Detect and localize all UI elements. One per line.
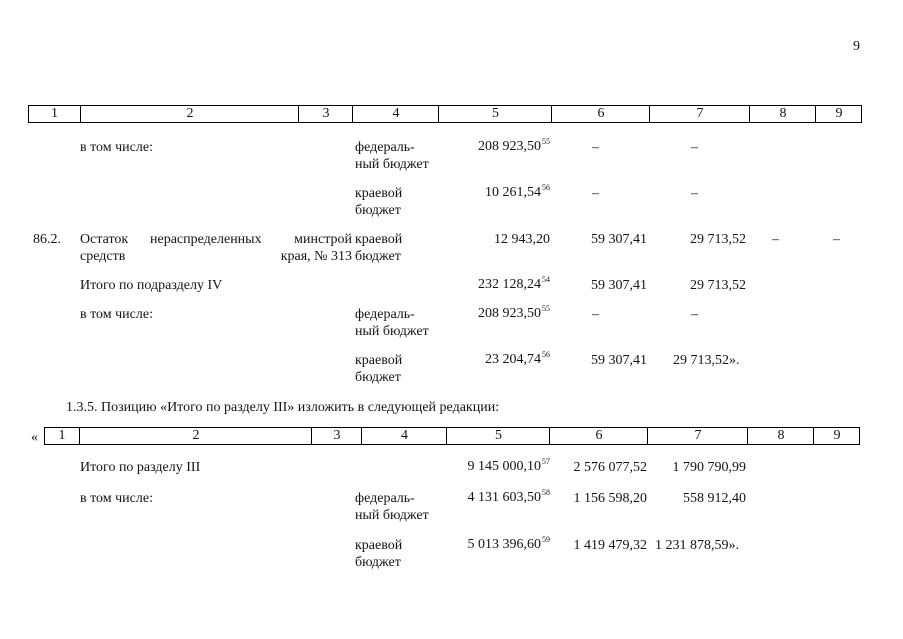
table2-col-1: 1 (58, 428, 66, 443)
value-col5: 208 923,50$^{55}$ (478, 304, 550, 321)
value-col7: – (691, 186, 698, 201)
value-col5: 12 943,20 (494, 232, 550, 247)
row-label: в том числе: (80, 307, 153, 322)
value-col6: – (592, 186, 599, 201)
row-label: Итого по подразделу IV (80, 278, 223, 293)
footnote-ref: 57 (542, 457, 550, 466)
value-col5: 4 131 603,50$^{58}$ (467, 488, 550, 505)
table2-header (44, 427, 860, 445)
row-label: в том числе: (80, 140, 153, 155)
table2-col-9: 9 (813, 428, 860, 444)
row-label: Остаток (80, 232, 129, 247)
value-col7: 29 713,52 (690, 232, 746, 247)
footnote-ref: 56 (542, 350, 550, 359)
value-col6: 59 307,41 (591, 353, 647, 368)
budget-type: краевой бюджет (355, 353, 403, 385)
instruction-paragraph: 1.3.5. Позицию «Итого по разделу III» изложить в следующей редакции: (66, 400, 500, 415)
value-col6: 59 307,41 (591, 278, 647, 293)
table1-col-8: 8 (749, 106, 816, 122)
page-number: 9 (853, 39, 860, 54)
budget-type: краевой бюджет (355, 186, 403, 218)
footnote-ref: 54 (542, 275, 550, 284)
table1-col-5: 5 (438, 106, 552, 122)
table1-col-7: 7 (649, 106, 750, 122)
table2-col-5: 5 (446, 428, 550, 444)
value-col5: 10 261,54$^{56}$ (485, 183, 550, 200)
table1-col-9: 9 (815, 106, 862, 122)
value-col7: – (691, 140, 698, 155)
budget-type: краевой бюджет (355, 232, 403, 264)
row-label: нераспределенных (150, 232, 262, 247)
value-col7: 29 713,52 (690, 278, 746, 293)
value-col6: 1 156 598,20 (573, 491, 647, 506)
value-col7: 1 790 790,99 (672, 460, 746, 475)
table1-col-3: 3 (298, 106, 353, 122)
footnote-ref: 56 (542, 183, 550, 192)
value-col5: 9 145 000,10$^{57}$ (467, 457, 550, 474)
value-col6: – (592, 140, 599, 155)
budget-type: федераль- ный бюджет (355, 140, 429, 172)
footnote-ref: 55 (542, 304, 550, 313)
table1-col-4: 4 (352, 106, 439, 122)
value-col6: – (592, 307, 599, 322)
department: края, № 313 (280, 249, 352, 264)
value-col5: 5 013 396,60$^{59}$ (467, 535, 550, 552)
table2-col-6: 6 (549, 428, 648, 444)
row-number: 86.2. (33, 232, 61, 247)
value-col5: 208 923,50$^{55}$ (478, 137, 550, 154)
table2-col-2: 2 (79, 428, 312, 444)
value-col6: 2 576 077,52 (573, 460, 647, 475)
table2-col-4: 4 (361, 428, 447, 444)
value-col7: 558 912,40 (683, 491, 746, 506)
footnote-ref: 58 (542, 488, 550, 497)
row-label: Итого по разделу III (80, 460, 201, 475)
table1-col-1: 1 (51, 106, 58, 121)
budget-type: федераль- ный бюджет (355, 307, 429, 339)
row-label: средств (80, 249, 126, 264)
department: минстрой (294, 232, 352, 247)
opening-quote: « (31, 430, 38, 445)
table2-col-3: 3 (311, 428, 362, 444)
table1-col-2: 2 (80, 106, 299, 122)
value-col6: 1 419 479,32 (573, 538, 647, 553)
value-col9: – (833, 232, 840, 247)
footnote-ref: 59 (542, 535, 550, 544)
value-col7: 29 713,52». (673, 353, 740, 368)
budget-type: краевой бюджет (355, 538, 403, 570)
table2-col-7: 7 (647, 428, 748, 444)
value-col7: 1 231 878,59». (655, 538, 739, 553)
table1-header (28, 105, 862, 123)
row-label: в том числе: (80, 491, 153, 506)
value-col8: – (772, 232, 779, 247)
table2-col-8: 8 (747, 428, 814, 444)
value-col5: 23 204,74$^{56}$ (485, 350, 550, 367)
budget-type: федераль- ный бюджет (355, 491, 429, 523)
table1-col-6: 6 (551, 106, 650, 122)
value-col7: – (691, 307, 698, 322)
value-col5: 232 128,24$^{54}$ (478, 275, 550, 292)
footnote-ref: 55 (542, 137, 550, 146)
value-col6: 59 307,41 (591, 232, 647, 247)
